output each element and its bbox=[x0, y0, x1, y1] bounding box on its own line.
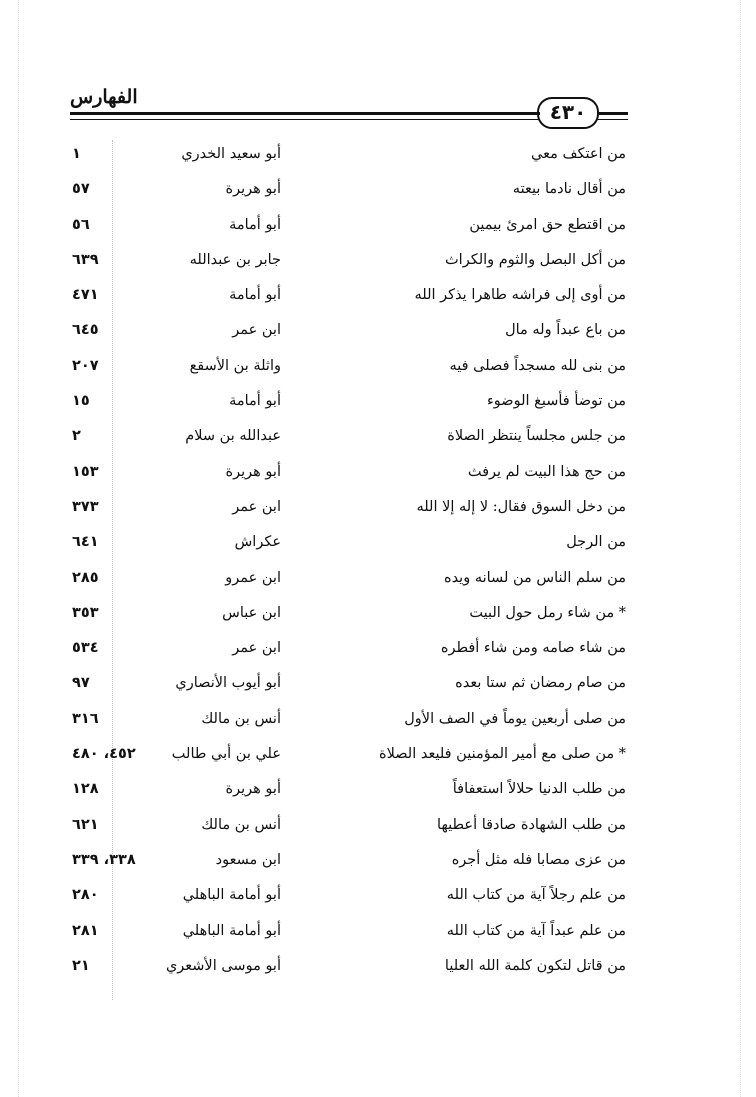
index-entry bbox=[0, 952, 756, 987]
index-entry bbox=[0, 493, 756, 528]
reference-number: ٢٨٥ bbox=[72, 569, 99, 586]
hadith-text: من حج هذا البيت لم يرفث bbox=[467, 463, 626, 480]
reference-number: ٣٧٣ bbox=[72, 498, 99, 515]
narrator-name: عبدالله بن سلام bbox=[185, 428, 281, 445]
reference-number: ١٥ bbox=[72, 393, 90, 410]
header-rule-thick bbox=[70, 112, 540, 115]
index-entry bbox=[0, 564, 756, 599]
header-rule-thin bbox=[70, 119, 540, 120]
hadith-text: من باع عبداً وله مال bbox=[505, 322, 626, 339]
narrator-name: أنس بن مالك bbox=[201, 710, 281, 727]
hadith-text: من شاء صامه ومن شاء أفطره bbox=[440, 640, 626, 657]
narrator-name: أبو موسى الأشعري bbox=[165, 957, 281, 974]
index-entry bbox=[0, 528, 756, 563]
index-entry bbox=[0, 881, 756, 916]
narrator-name: أبو أمامة الباهلي bbox=[182, 887, 281, 904]
reference-number: ٥٦ bbox=[72, 216, 90, 233]
index-entry bbox=[0, 458, 756, 493]
hadith-text: من جلس مجلساً ينتظر الصلاة bbox=[447, 428, 626, 445]
reference-number: ٣١٦ bbox=[72, 710, 99, 727]
reference-number: ٣٥٣ bbox=[72, 604, 99, 621]
hadith-text: من دخل السوق فقال: لا إله إلا الله bbox=[416, 498, 626, 515]
reference-number: ٥٣٤ bbox=[72, 640, 99, 657]
hadith-text: من اقتطع حق امرئ بيمين bbox=[469, 216, 626, 233]
hadith-text: من عزى مصابا فله مثل أجره bbox=[451, 851, 626, 868]
narrator-name: أبو هريرة bbox=[225, 463, 281, 480]
reference-number: ٦٤١ bbox=[72, 534, 99, 551]
reference-number: ٢ bbox=[72, 428, 81, 445]
hadith-text: من توضأ فأسبغ الوضوء bbox=[486, 393, 626, 410]
hadith-text: من صام رمضان ثم ستا بعده bbox=[455, 675, 626, 692]
index-entry bbox=[0, 775, 756, 810]
reference-number: ١٢٨ bbox=[72, 781, 99, 798]
hadith-text: من اعتكف معي bbox=[531, 146, 626, 162]
hadith-text: من بنى لله مسجداً فصلى فيه bbox=[449, 357, 626, 374]
index-entry bbox=[0, 281, 756, 316]
reference-number: ٢٨٠ bbox=[72, 887, 99, 904]
hadith-text: من قاتل لتكون كلمة الله العليا bbox=[444, 957, 626, 974]
narrator-name: أبو أمامة bbox=[229, 216, 281, 233]
index-entry bbox=[0, 846, 756, 881]
hadith-text: من صلى أربعين يوماً في الصف الأول bbox=[404, 710, 626, 727]
narrator-name: أبو أيوب الأنصاري bbox=[175, 675, 281, 692]
narrator-name: ابن عباس bbox=[222, 604, 281, 621]
index-entry bbox=[0, 669, 756, 704]
narrator-name: أبو سعيد الخدري bbox=[181, 146, 281, 162]
hadith-text: من أوى إلى فراشه طاهرا يذكر الله bbox=[414, 287, 626, 304]
reference-number: ٦٤٥ bbox=[72, 322, 99, 339]
header-rule-right-thin bbox=[598, 119, 628, 120]
narrator-name: ابن مسعود bbox=[215, 851, 281, 868]
hadith-text: من طلب الشهادة صادقا أعطيها bbox=[437, 816, 626, 833]
index-list bbox=[0, 140, 756, 987]
reference-number: ٢٠٧ bbox=[72, 357, 99, 374]
hadith-text: من أكل البصل والثوم والكراث bbox=[445, 251, 626, 268]
index-entry bbox=[0, 246, 756, 281]
hadith-text: من أقال نادما بيعته bbox=[512, 181, 626, 198]
hadith-text: من طلب الدنيا حلالاً استعفافاً bbox=[452, 781, 626, 798]
hadith-text: من الرجل bbox=[566, 534, 626, 551]
hadith-text: من سلم الناس من لسانه ويده bbox=[443, 569, 626, 586]
reference-number: ١ bbox=[72, 146, 81, 162]
narrator-name: ابن عمرو bbox=[225, 569, 281, 586]
hadith-text: * من صلى مع أمير المؤمنين فليعد الصلاة bbox=[378, 746, 626, 763]
narrator-name: أبو أمامة bbox=[229, 287, 281, 304]
narrator-name: أبو أمامة bbox=[229, 393, 281, 410]
index-entry bbox=[0, 740, 756, 775]
reference-number: ٦٣٩ bbox=[72, 251, 99, 268]
reference-number: ٤٧١ bbox=[72, 287, 99, 304]
header-rule-right-thick bbox=[598, 112, 628, 115]
index-entry bbox=[0, 352, 756, 387]
index-entry bbox=[0, 599, 756, 634]
index-entry bbox=[0, 316, 756, 351]
reference-number: ٢١ bbox=[72, 957, 90, 974]
narrator-name: ابن عمر bbox=[232, 498, 281, 515]
index-entry bbox=[0, 387, 756, 422]
index-entry bbox=[0, 811, 756, 846]
narrator-name: واثلة بن الأسقع bbox=[189, 357, 281, 374]
narrator-name: عكراش bbox=[234, 534, 281, 551]
narrator-name: علي بن أبي طالب bbox=[171, 746, 281, 763]
reference-number: ٣٣٨، ٣٣٩ bbox=[72, 851, 136, 868]
narrator-name: ابن عمر bbox=[232, 322, 281, 339]
reference-number: ٩٧ bbox=[72, 675, 90, 692]
reference-number: ٥٧ bbox=[72, 181, 90, 198]
narrator-name: أبو هريرة bbox=[225, 781, 281, 798]
index-entry bbox=[0, 175, 756, 210]
index-entry bbox=[0, 422, 756, 457]
narrator-name: أبو هريرة bbox=[225, 181, 281, 198]
narrator-name: ابن عمر bbox=[232, 640, 281, 657]
reference-number: ٦٢١ bbox=[72, 816, 99, 833]
page-number: ٤٣٠ bbox=[537, 97, 599, 129]
reference-number: ٢٨١ bbox=[72, 922, 99, 939]
index-entry bbox=[0, 211, 756, 246]
narrator-name: أنس بن مالك bbox=[201, 816, 281, 833]
index-entry bbox=[0, 917, 756, 952]
reference-number: ٤٥٢، ٤٨٠ bbox=[72, 746, 136, 763]
narrator-name: جابر بن عبدالله bbox=[189, 251, 281, 268]
reference-number: ١٥٣ bbox=[72, 463, 99, 480]
index-entry bbox=[0, 140, 756, 175]
index-entry bbox=[0, 634, 756, 669]
section-title: الفهارس bbox=[70, 86, 138, 108]
hadith-text: من علم عبداً آية من كتاب الله bbox=[446, 922, 626, 939]
hadith-text: من علم رجلاً آية من كتاب الله bbox=[446, 887, 626, 904]
index-entry bbox=[0, 705, 756, 740]
narrator-name: أبو أمامة الباهلي bbox=[182, 922, 281, 939]
hadith-text: * من شاء رمل حول البيت bbox=[469, 604, 626, 621]
